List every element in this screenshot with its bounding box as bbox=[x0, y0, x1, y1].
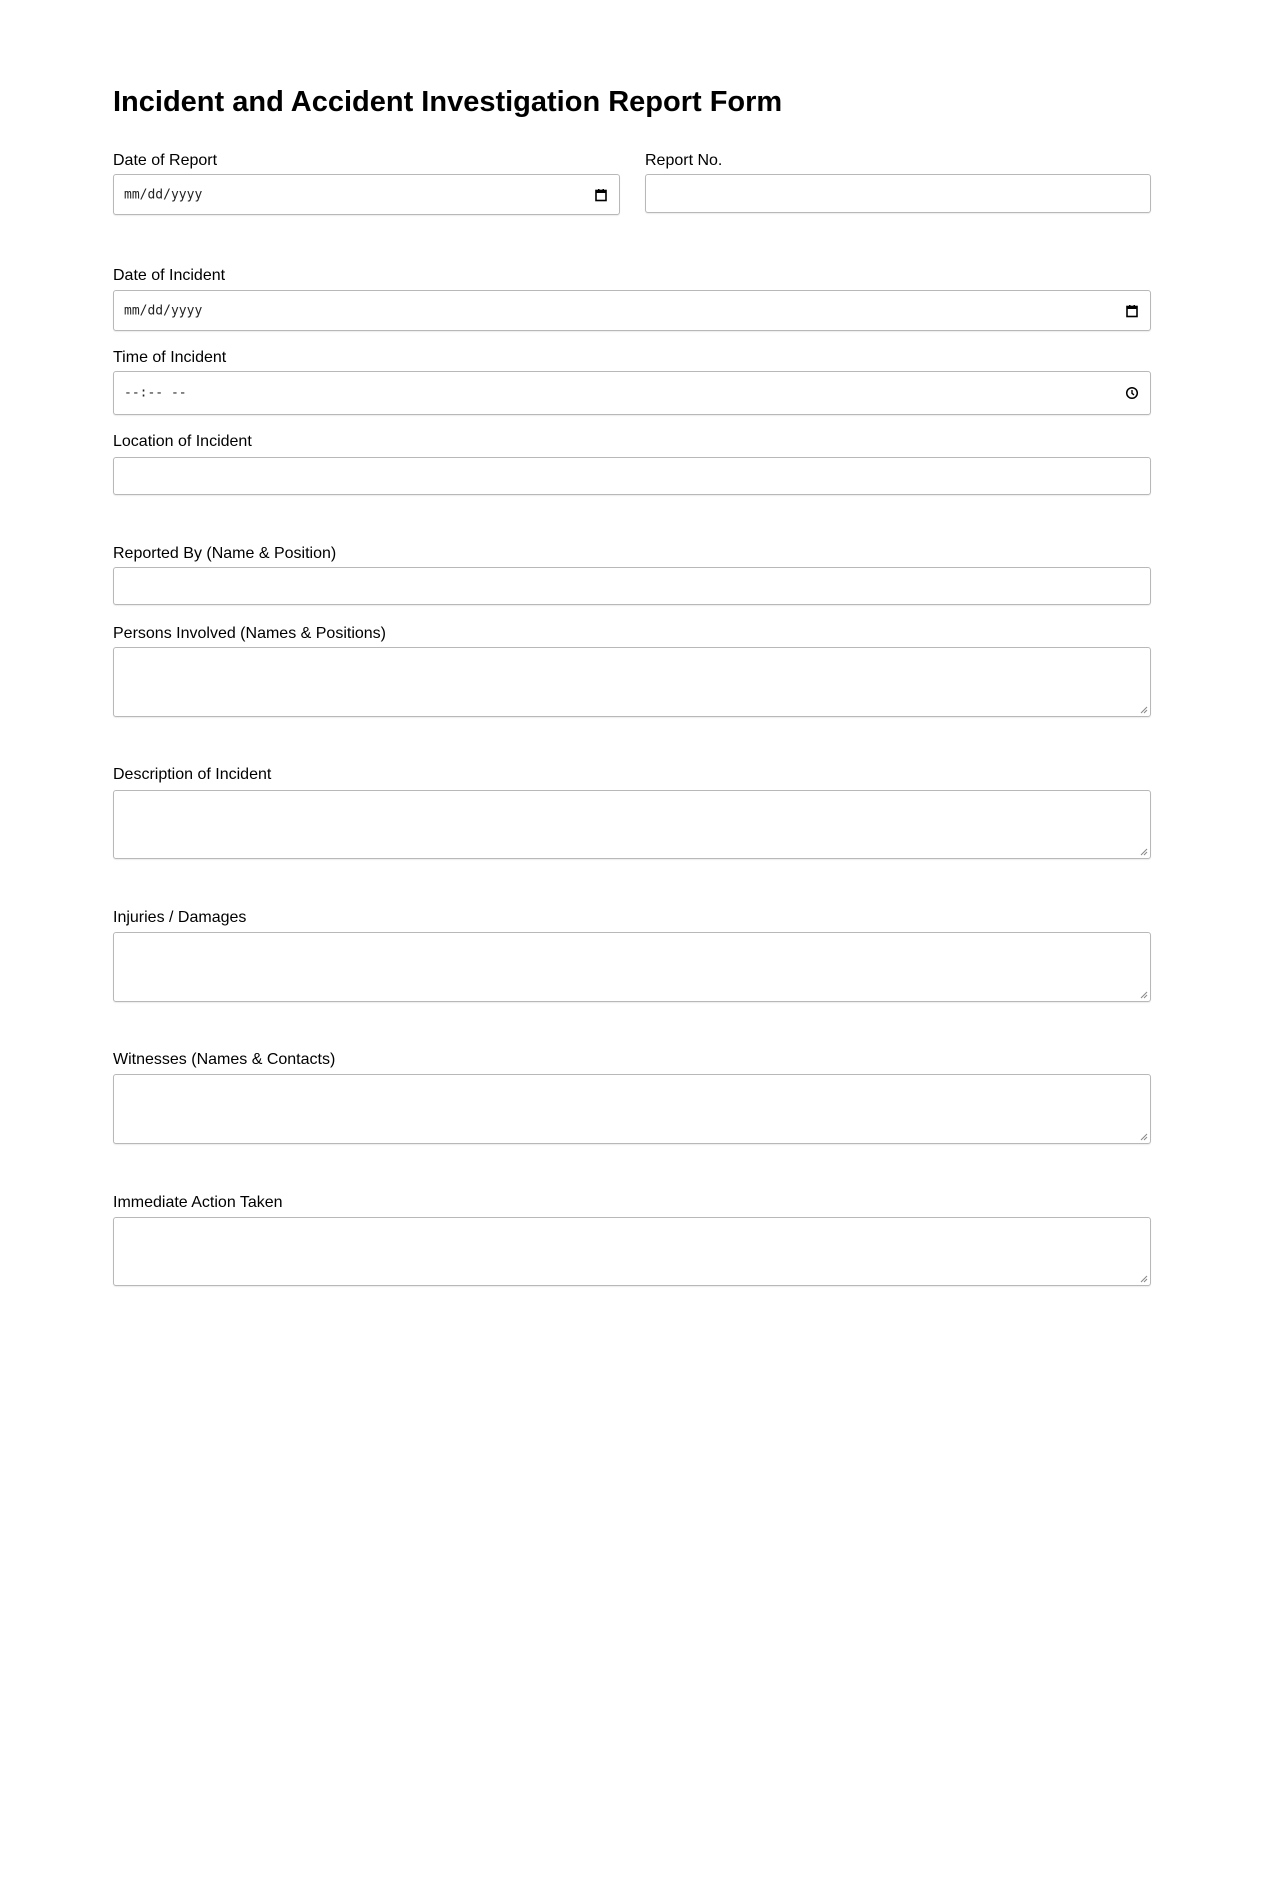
location-input[interactable] bbox=[113, 457, 1151, 495]
date-of-incident-label: Date of Incident bbox=[113, 267, 226, 284]
resize-handle-icon[interactable] bbox=[1140, 1275, 1148, 1283]
injuries-textarea[interactable] bbox=[113, 932, 1151, 1002]
date-of-report-input[interactable] bbox=[113, 174, 620, 215]
witnesses-textarea[interactable] bbox=[113, 1074, 1151, 1144]
resize-handle-icon[interactable] bbox=[1140, 991, 1148, 999]
time-placeholder: --:-- -- bbox=[124, 385, 187, 401]
calendar-icon[interactable] bbox=[594, 188, 608, 202]
reported-by-input[interactable] bbox=[113, 567, 1151, 605]
date-of-report-label: Date of Report bbox=[113, 152, 218, 169]
immediate-action-textarea[interactable] bbox=[113, 1217, 1151, 1286]
persons-involved-label: Persons Involved (Names & Positions) bbox=[113, 625, 386, 642]
time-of-incident-input[interactable] bbox=[113, 371, 1151, 415]
persons-involved-textarea[interactable] bbox=[113, 647, 1151, 717]
resize-handle-icon[interactable] bbox=[1140, 848, 1148, 856]
injuries-label: Injuries / Damages bbox=[113, 909, 247, 926]
description-label: Description of Incident bbox=[113, 766, 272, 783]
calendar-icon[interactable] bbox=[1125, 304, 1139, 318]
resize-handle-icon[interactable] bbox=[1140, 1133, 1148, 1141]
reported-by-label: Reported By (Name & Position) bbox=[113, 545, 337, 562]
date-placeholder: mm/dd/yyyy bbox=[124, 187, 203, 202]
date-placeholder: mm/dd/yyyy bbox=[124, 303, 203, 318]
report-no-label: Report No. bbox=[645, 152, 723, 169]
immediate-action-label: Immediate Action Taken bbox=[113, 1194, 283, 1211]
description-textarea[interactable] bbox=[113, 790, 1151, 859]
page-title: Incident and Accident Investigation Report Form bbox=[113, 86, 783, 118]
report-no-input[interactable] bbox=[645, 174, 1151, 213]
witnesses-label: Witnesses (Names & Contacts) bbox=[113, 1051, 336, 1068]
date-of-incident-input[interactable] bbox=[113, 290, 1151, 331]
resize-handle-icon[interactable] bbox=[1140, 706, 1148, 714]
location-label: Location of Incident bbox=[113, 433, 252, 450]
time-of-incident-label: Time of Incident bbox=[113, 349, 227, 366]
clock-icon[interactable] bbox=[1125, 386, 1139, 400]
